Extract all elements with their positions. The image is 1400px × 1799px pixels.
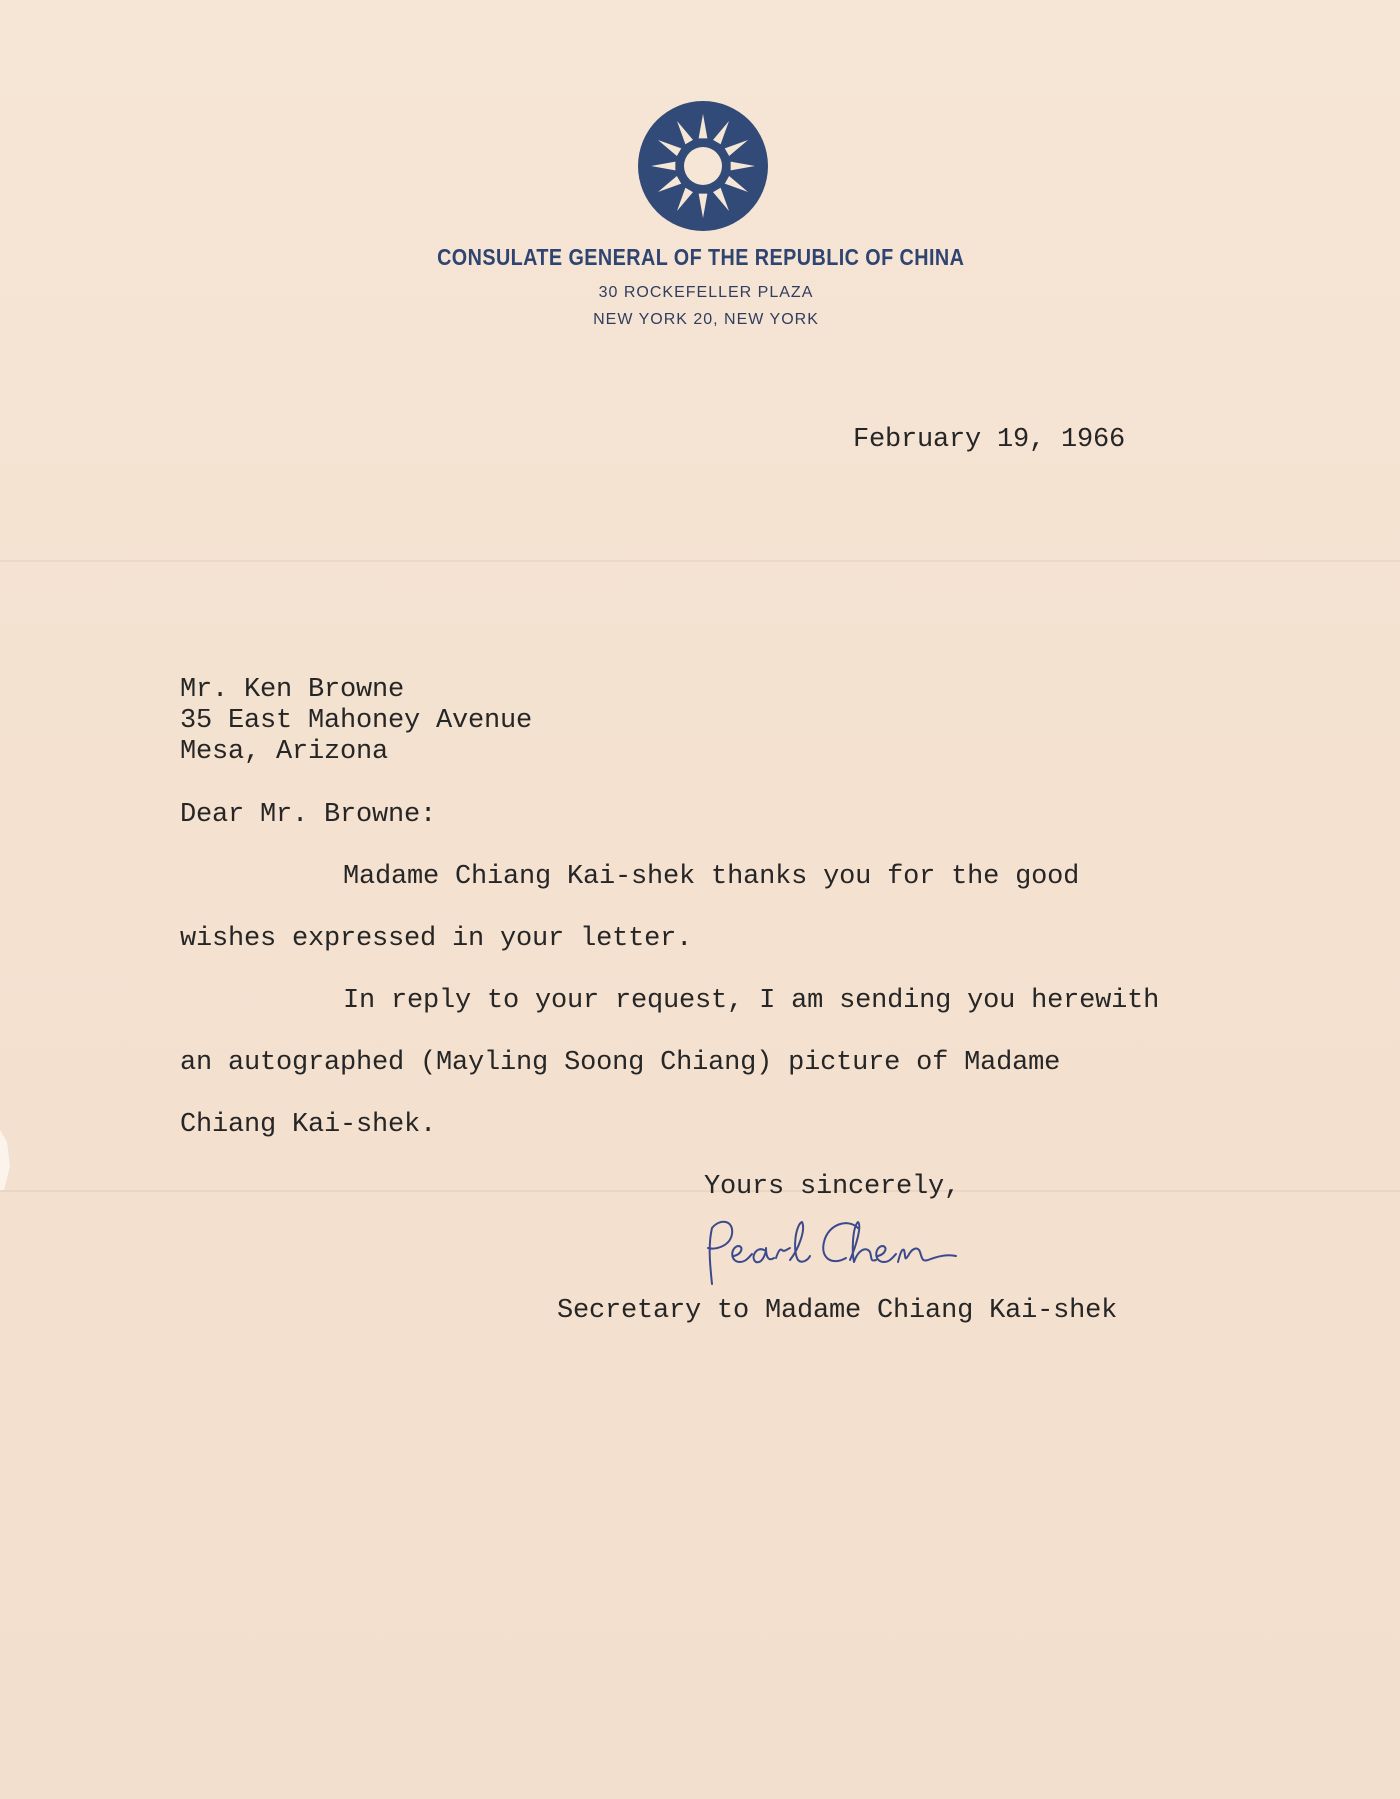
paper-fold	[0, 1190, 1400, 1192]
salutation: Dear Mr. Browne:	[180, 800, 437, 830]
paragraph2-line2: an autographed (Mayling Soong Chiang) picture of Madame	[180, 1048, 1061, 1078]
paragraph1-line2: wishes expressed in your letter.	[180, 924, 693, 954]
paragraph1-line1: Madame Chiang Kai-shek thanks you for the good	[343, 862, 1080, 892]
closing: Yours sincerely,	[704, 1172, 961, 1202]
signer-title: Secretary to Madame Chiang Kai-shek	[557, 1296, 1118, 1326]
paragraph2-line1: In reply to your request, I am sending you herewith	[343, 986, 1160, 1016]
paper-tear	[0, 1130, 10, 1190]
paragraph2-line3: Chiang Kai-shek.	[180, 1110, 437, 1140]
paper-fold	[0, 560, 1400, 562]
recipient-name: Mr. Ken Browne	[180, 675, 405, 705]
blue-sky-white-sun-icon	[637, 100, 769, 232]
letterhead-address-line1: 30 ROCKEFELLER PLAZA	[598, 284, 814, 301]
letterhead-title: CONSULATE GENERAL OF THE REPUBLIC OF CHINA	[437, 244, 965, 270]
signature	[690, 1210, 970, 1290]
letterhead-address-line2: NEW YORK 20, NEW YORK	[593, 311, 819, 328]
recipient-street: 35 East Mahoney Avenue	[180, 706, 533, 736]
letter-date: February 19, 1966	[853, 425, 1126, 455]
recipient-city: Mesa, Arizona	[180, 737, 389, 767]
